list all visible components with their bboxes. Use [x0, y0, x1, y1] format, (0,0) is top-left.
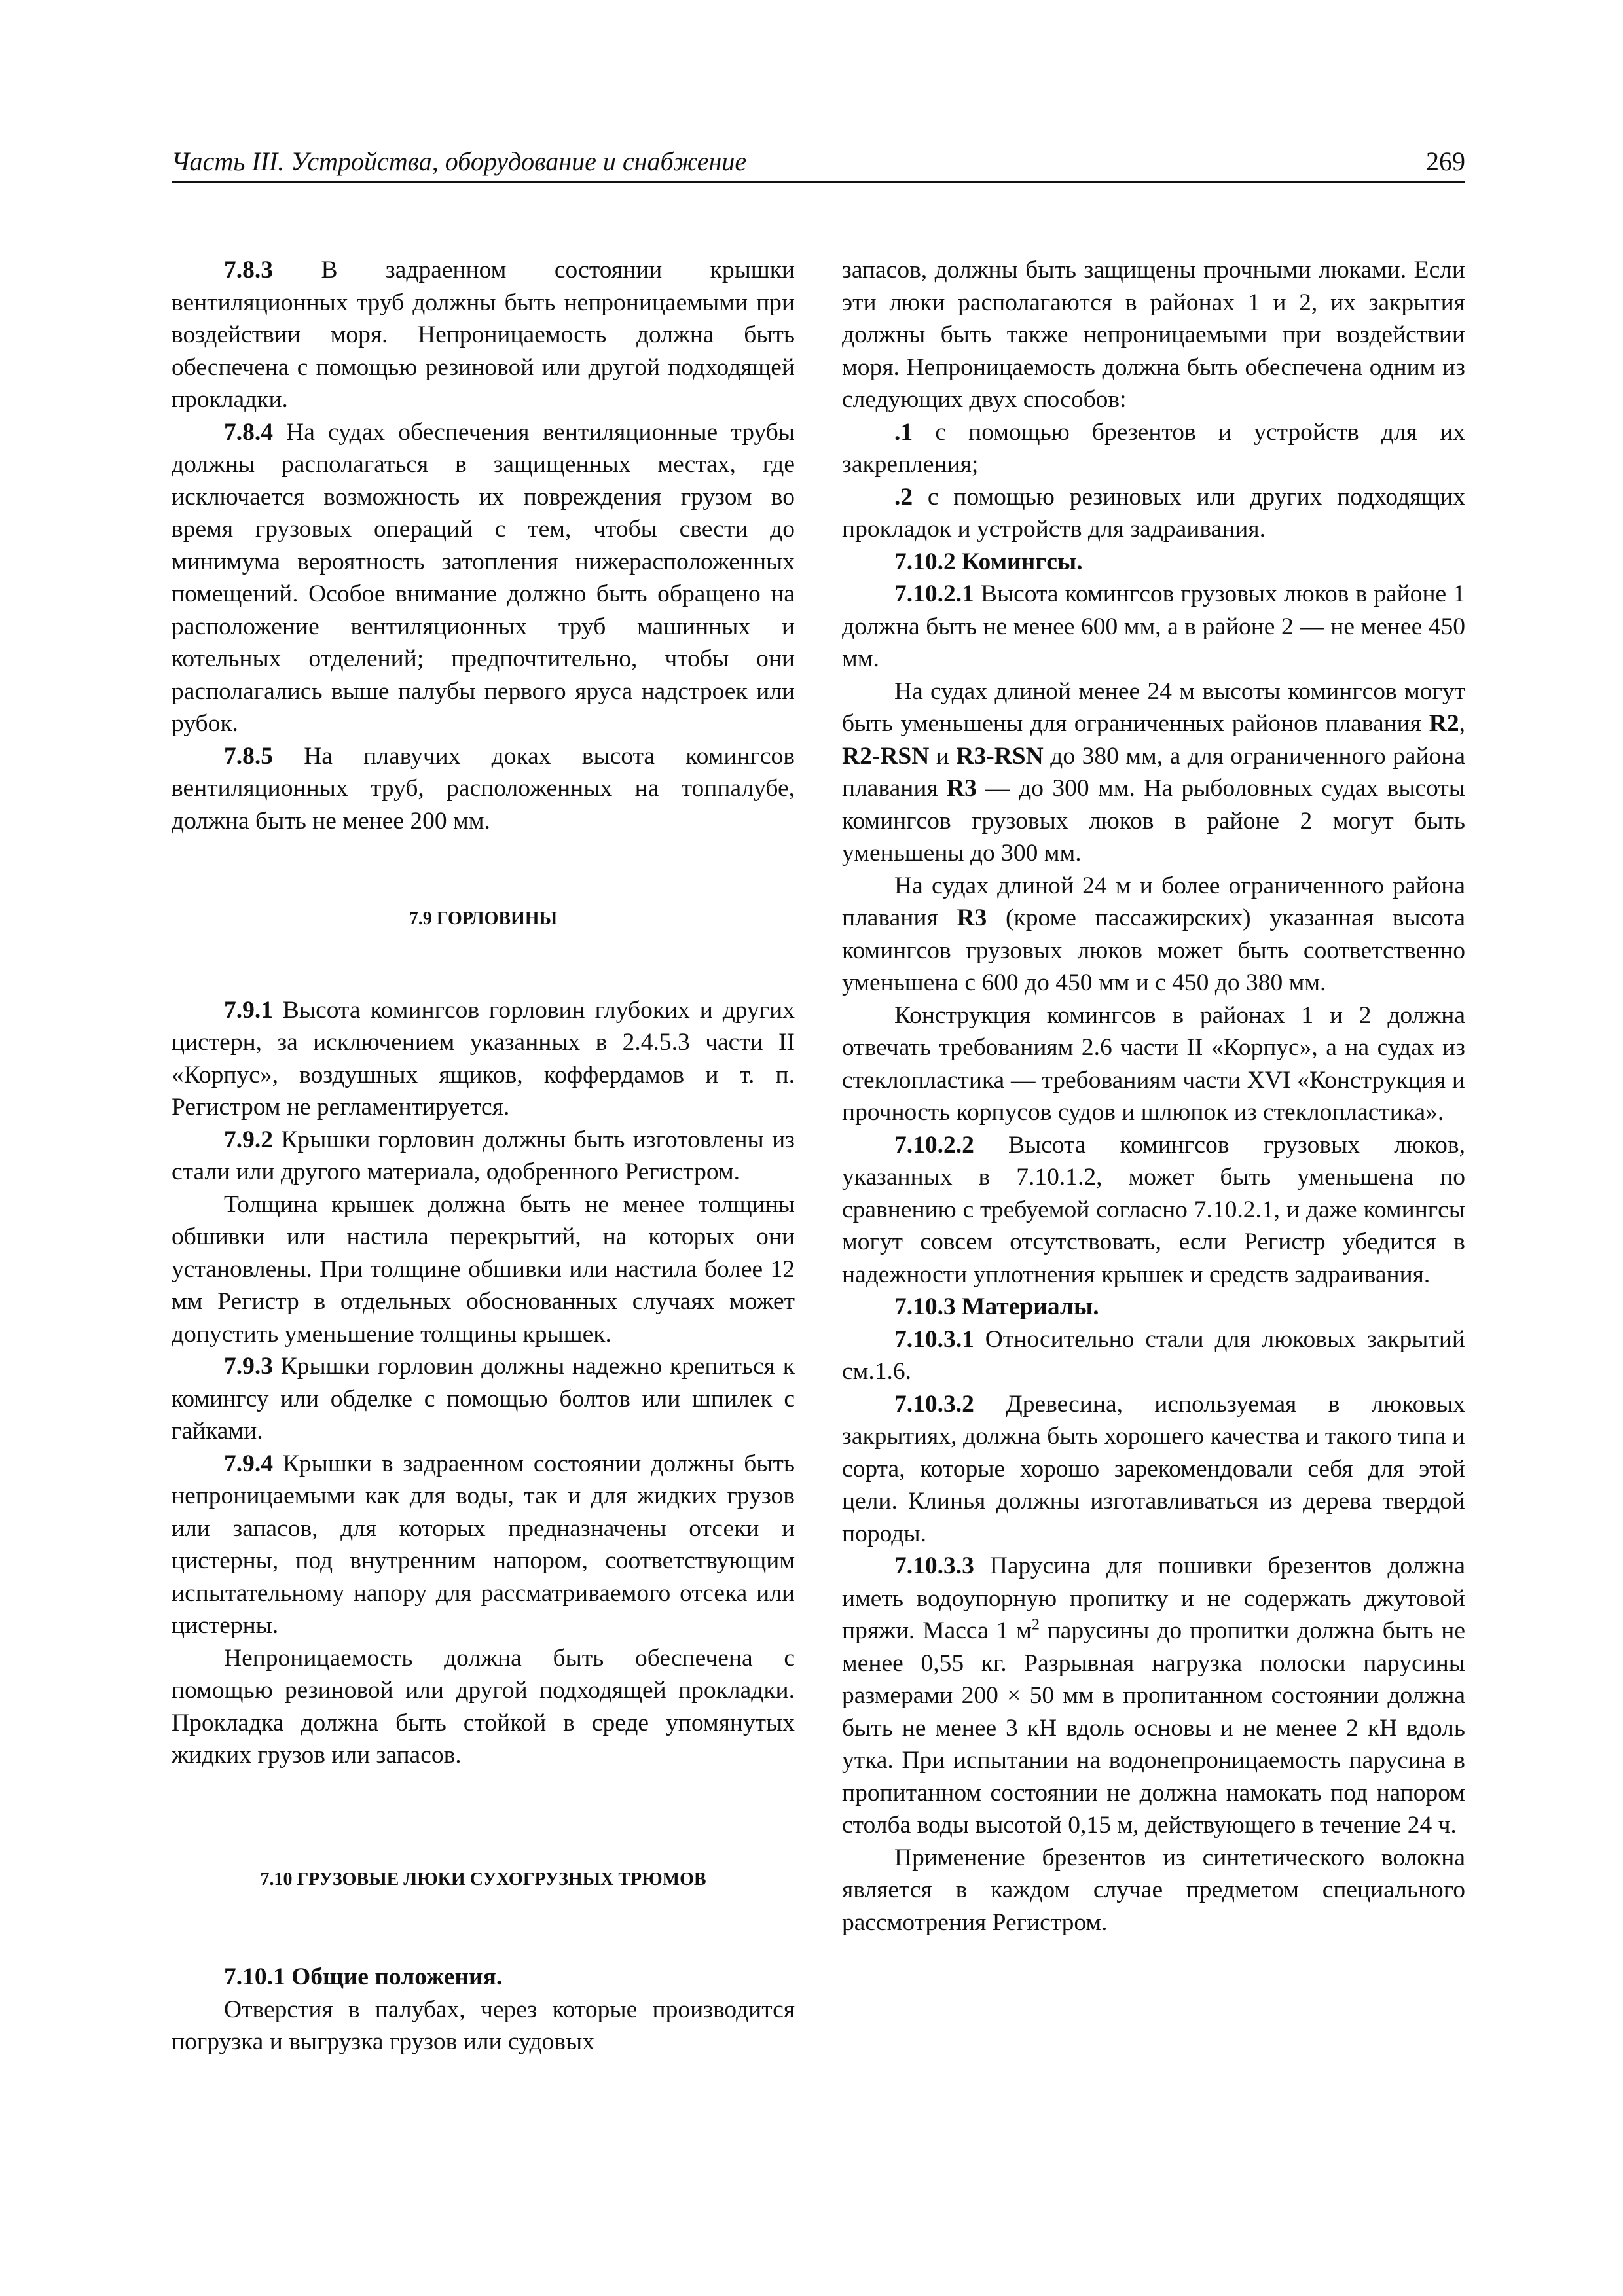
clause-number: 7.9.3 — [224, 1353, 273, 1380]
clause-number: 7.9.2 — [224, 1126, 273, 1153]
clause-text: Крышки горловин должны надежно крепиться к комингсу или обделке с помощью болтов или шпилек с гайками. — [172, 1353, 795, 1444]
clause-text: Крышки в задраенном состоянии должны быть непроницаемыми как для воды, так и для жидких грузов или запасов, для которых предназначены отсеки и цистерны, под внутренним напором, соответствующим испытательному напору для рассматриваемого отсека или цистерны. — [172, 1450, 795, 1639]
paragraph-7-10-1: Отверстия в палубах, через которые производится погрузка и выгрузка грузов или судовых — [172, 1996, 795, 2055]
clause-text: Древесина, используемая в люковых закрытиях, должна быть хорошего качества и такого типа и сорта, которые хорошо зарекомендовали себя для этой цели. Клинья должны изготавливаться из дерева твердой породы. — [842, 1390, 1465, 1547]
list-item-number: .2 — [894, 483, 913, 511]
clause-number: 7.10.2.2 — [894, 1131, 974, 1158]
area-code-r2: R2 — [1429, 710, 1459, 737]
text-run: На судах длиной менее 24 м высоты комингсов могут быть уменьшены для ограниченных районов плавания — [842, 677, 1465, 737]
paragraph-7-10-3-2 — [842, 1388, 1465, 1551]
list-item-number: .1 — [894, 418, 913, 446]
paragraph-7-10-3-1 — [842, 1323, 1465, 1388]
text-run: до 380 мм, а для ограниченного района плавания — [842, 742, 1465, 802]
text-run: На судах длиной 24 м и более ограниченного района плавания — [842, 872, 1465, 931]
area-code-r3: R3 — [947, 775, 977, 802]
clause-text: На плавучих доках высота комингсов вентиляционных труб, расположенных на топпалубе, должна быть не менее 200 мм. — [172, 742, 795, 834]
subsection-heading-7-10-2: 7.10.2 Комингсы. — [894, 548, 1083, 575]
subsection-heading-7-10-1: 7.10.1 Общие положения. — [224, 1964, 503, 1990]
running-header-title: Часть III. Устройства, оборудование и снабжение — [172, 147, 747, 176]
clause-number: 7.10.3.3 — [894, 1552, 974, 1579]
clause-text: Крышки горловин должны быть изготовлены из стали или другого материала, одобренного Регистром. — [172, 1126, 795, 1185]
left-column — [172, 254, 795, 2058]
paragraph-7-10-2-2 — [842, 1129, 1465, 1291]
right-column — [842, 254, 1465, 1939]
text-run: парусины до пропитки должна быть не менее 0,55 кг. Разрывная нагрузка полоски парусины размерами 200 × 50 мм в пропитанном состоянии должна быть не менее 3 кН вдоль основы и не менее 2 кН вдоль утка. При испытании на водонепроницаемость парусина в пропитанном состоянии не должна намокать под напором столба воды высотой 0,15 м, действующего в течение 24 ч. — [842, 1617, 1466, 1839]
section-heading-7-9: 7.9 ГОРЛОВИНЫ — [409, 908, 558, 929]
list-item-text: с помощью брезентов и устройств для их закрепления; — [842, 418, 1465, 478]
clause-text: Высота комингсов горловин глубоких и других цистерн, за исключением указанных в 2.4.5.3 части II «Корпус», воздушных ящиков, коффердамов и т. п. Регистром не регламентируется. — [172, 996, 795, 1121]
paragraph-7-9-2 — [172, 1124, 795, 1189]
running-header — [172, 143, 1465, 183]
clause-number: 7.10.2.1 — [894, 581, 974, 607]
paragraph-7-10-2-1 — [842, 578, 1465, 675]
clause-number: 7.9.4 — [224, 1450, 273, 1477]
paragraph-7-10-1-cont: запасов, должны быть защищены прочными люками. Если эти люки располагаются в районах 1 и 2, их закрытия должны быть также непроницаемыми при воздействии моря. Непроницаемость должна быть обеспечена одним из следующих двух способов: — [842, 257, 1465, 413]
text-run: (кроме пассажирских) указанная высота комингсов грузовых люков может быть соответственно уменьшена с 600 до 450 мм и с 450 до 380 мм. — [842, 905, 1465, 996]
paragraph-7-9-2-cont: Толщина крышек должна быть не менее толщины обшивки или настила перекрытий, на которых они установлены. При толщине обшивки или настила более 12 мм Регистр в отдельных обоснованных случаях может допустить уменьшение толщины крышек. — [172, 1191, 795, 1348]
text-run: , — [1459, 710, 1465, 737]
paragraph-7-10-3-3 — [842, 1550, 1465, 1842]
paragraph-7-10-3-3-cont: Применение брезентов из синтетического волокна является в каждом случае предметом специального рассмотрения Регистром. — [842, 1844, 1465, 1936]
area-code-r3-rsn: R3-RSN — [956, 742, 1044, 770]
clause-text: На судах обеспечения вентиляционные трубы должны располагаться в защищенных местах, где исключается возможность их повреждения грузом во время грузовых операций с тем, чтобы свести до минимума вероятность затопления нижерасположенных помещений. Особое внимание должно быть обращено на расположение вентиляционных труб машинных и котельных отделений; предпочтительно, чтобы они располагались выше палубы первого яруса надстроек или рубок. — [172, 418, 795, 737]
subsection-heading-7-10-3: 7.10.3 Материалы. — [894, 1293, 1099, 1320]
clause-number: 7.10.3.2 — [894, 1390, 974, 1418]
clause-number: 7.10.3.1 — [894, 1325, 974, 1353]
paragraph-7-8-3 — [172, 254, 795, 416]
clause-number: 7.8.5 — [224, 742, 273, 770]
paragraph-7-10-2-1-cont-b — [842, 870, 1465, 999]
list-item-2 — [842, 481, 1465, 546]
clause-text: Высота комингсов грузовых люков в районе 1 должна быть не менее 600 мм, а в районе 2 — не менее 450 мм. — [842, 581, 1465, 672]
paragraph-7-9-4-cont: Непроницаемость должна быть обеспечена с помощью резиновой или другой подходящей прокладки. Прокладка должна быть стойкой в среде упомянутых жидких грузов или запасов. — [172, 1644, 795, 1768]
page-number: 269 — [1426, 147, 1465, 176]
clause-text: Относительно стали для люковых закрытий см.1.6. — [842, 1325, 1465, 1385]
text-run: Парусина для пошивки брезентов должна иметь водоупорную пропитку и не содержать джутовой пряжи. Масса 1 м — [842, 1552, 1465, 1644]
text-run: — до 300 мм. На рыболовных судах высоты комингсов грузовых люков в районе 2 могут быть уменьшены до 300 мм. — [842, 775, 1465, 867]
paragraph-7-9-4 — [172, 1448, 795, 1642]
text-run: и — [929, 742, 957, 770]
clause-text: В задраенном состоянии крышки вентиляционных труб должны быть непроницаемыми при воздействии моря. Непроницаемость должна быть обеспечена с помощью резиновой или другой подходящей прокладки. — [172, 257, 795, 413]
paragraph-7-8-4 — [172, 416, 795, 740]
area-code-r3: R3 — [957, 905, 987, 931]
paragraph-7-9-3 — [172, 1350, 795, 1448]
clause-number: 7.8.4 — [224, 418, 273, 446]
paragraph-7-8-5 — [172, 740, 795, 838]
paragraph-7-9-1 — [172, 994, 795, 1124]
paragraph-7-10-2-1-cont-c: Конструкция комингсов в районах 1 и 2 должна отвечать требованиям 2.6 части II «Корпус», а на судах из стеклопластика — требованиям части XVI «Конструкция и прочность корпусов судов и шлюпок из стеклопластика». — [842, 1001, 1465, 1126]
clause-number: 7.9.1 — [224, 996, 273, 1024]
list-item-text: с помощью резиновых или других подходящих прокладок и устройств для задраивания. — [842, 483, 1465, 543]
list-item-1 — [842, 416, 1465, 481]
clause-text: Высота комингсов грузовых люков, указанных в 7.10.1.2, может быть уменьшена по сравнению с требуемой согласно 7.10.2.1, и даже комингсы могут совсем отсутствовать, если Регистр убедится в надежности уплотнения крышек и средств задраивания. — [842, 1131, 1465, 1288]
clause-number: 7.8.3 — [224, 257, 273, 283]
superscript: 2 — [1031, 1616, 1040, 1634]
area-code-r2-rsn: R2-RSN — [842, 742, 930, 770]
section-heading-7-10: 7.10 ГРУЗОВЫЕ ЛЮКИ СУХОГРУЗНЫХ ТРЮМОВ — [260, 1869, 706, 1890]
paragraph-7-10-2-1-cont-a — [842, 675, 1465, 870]
